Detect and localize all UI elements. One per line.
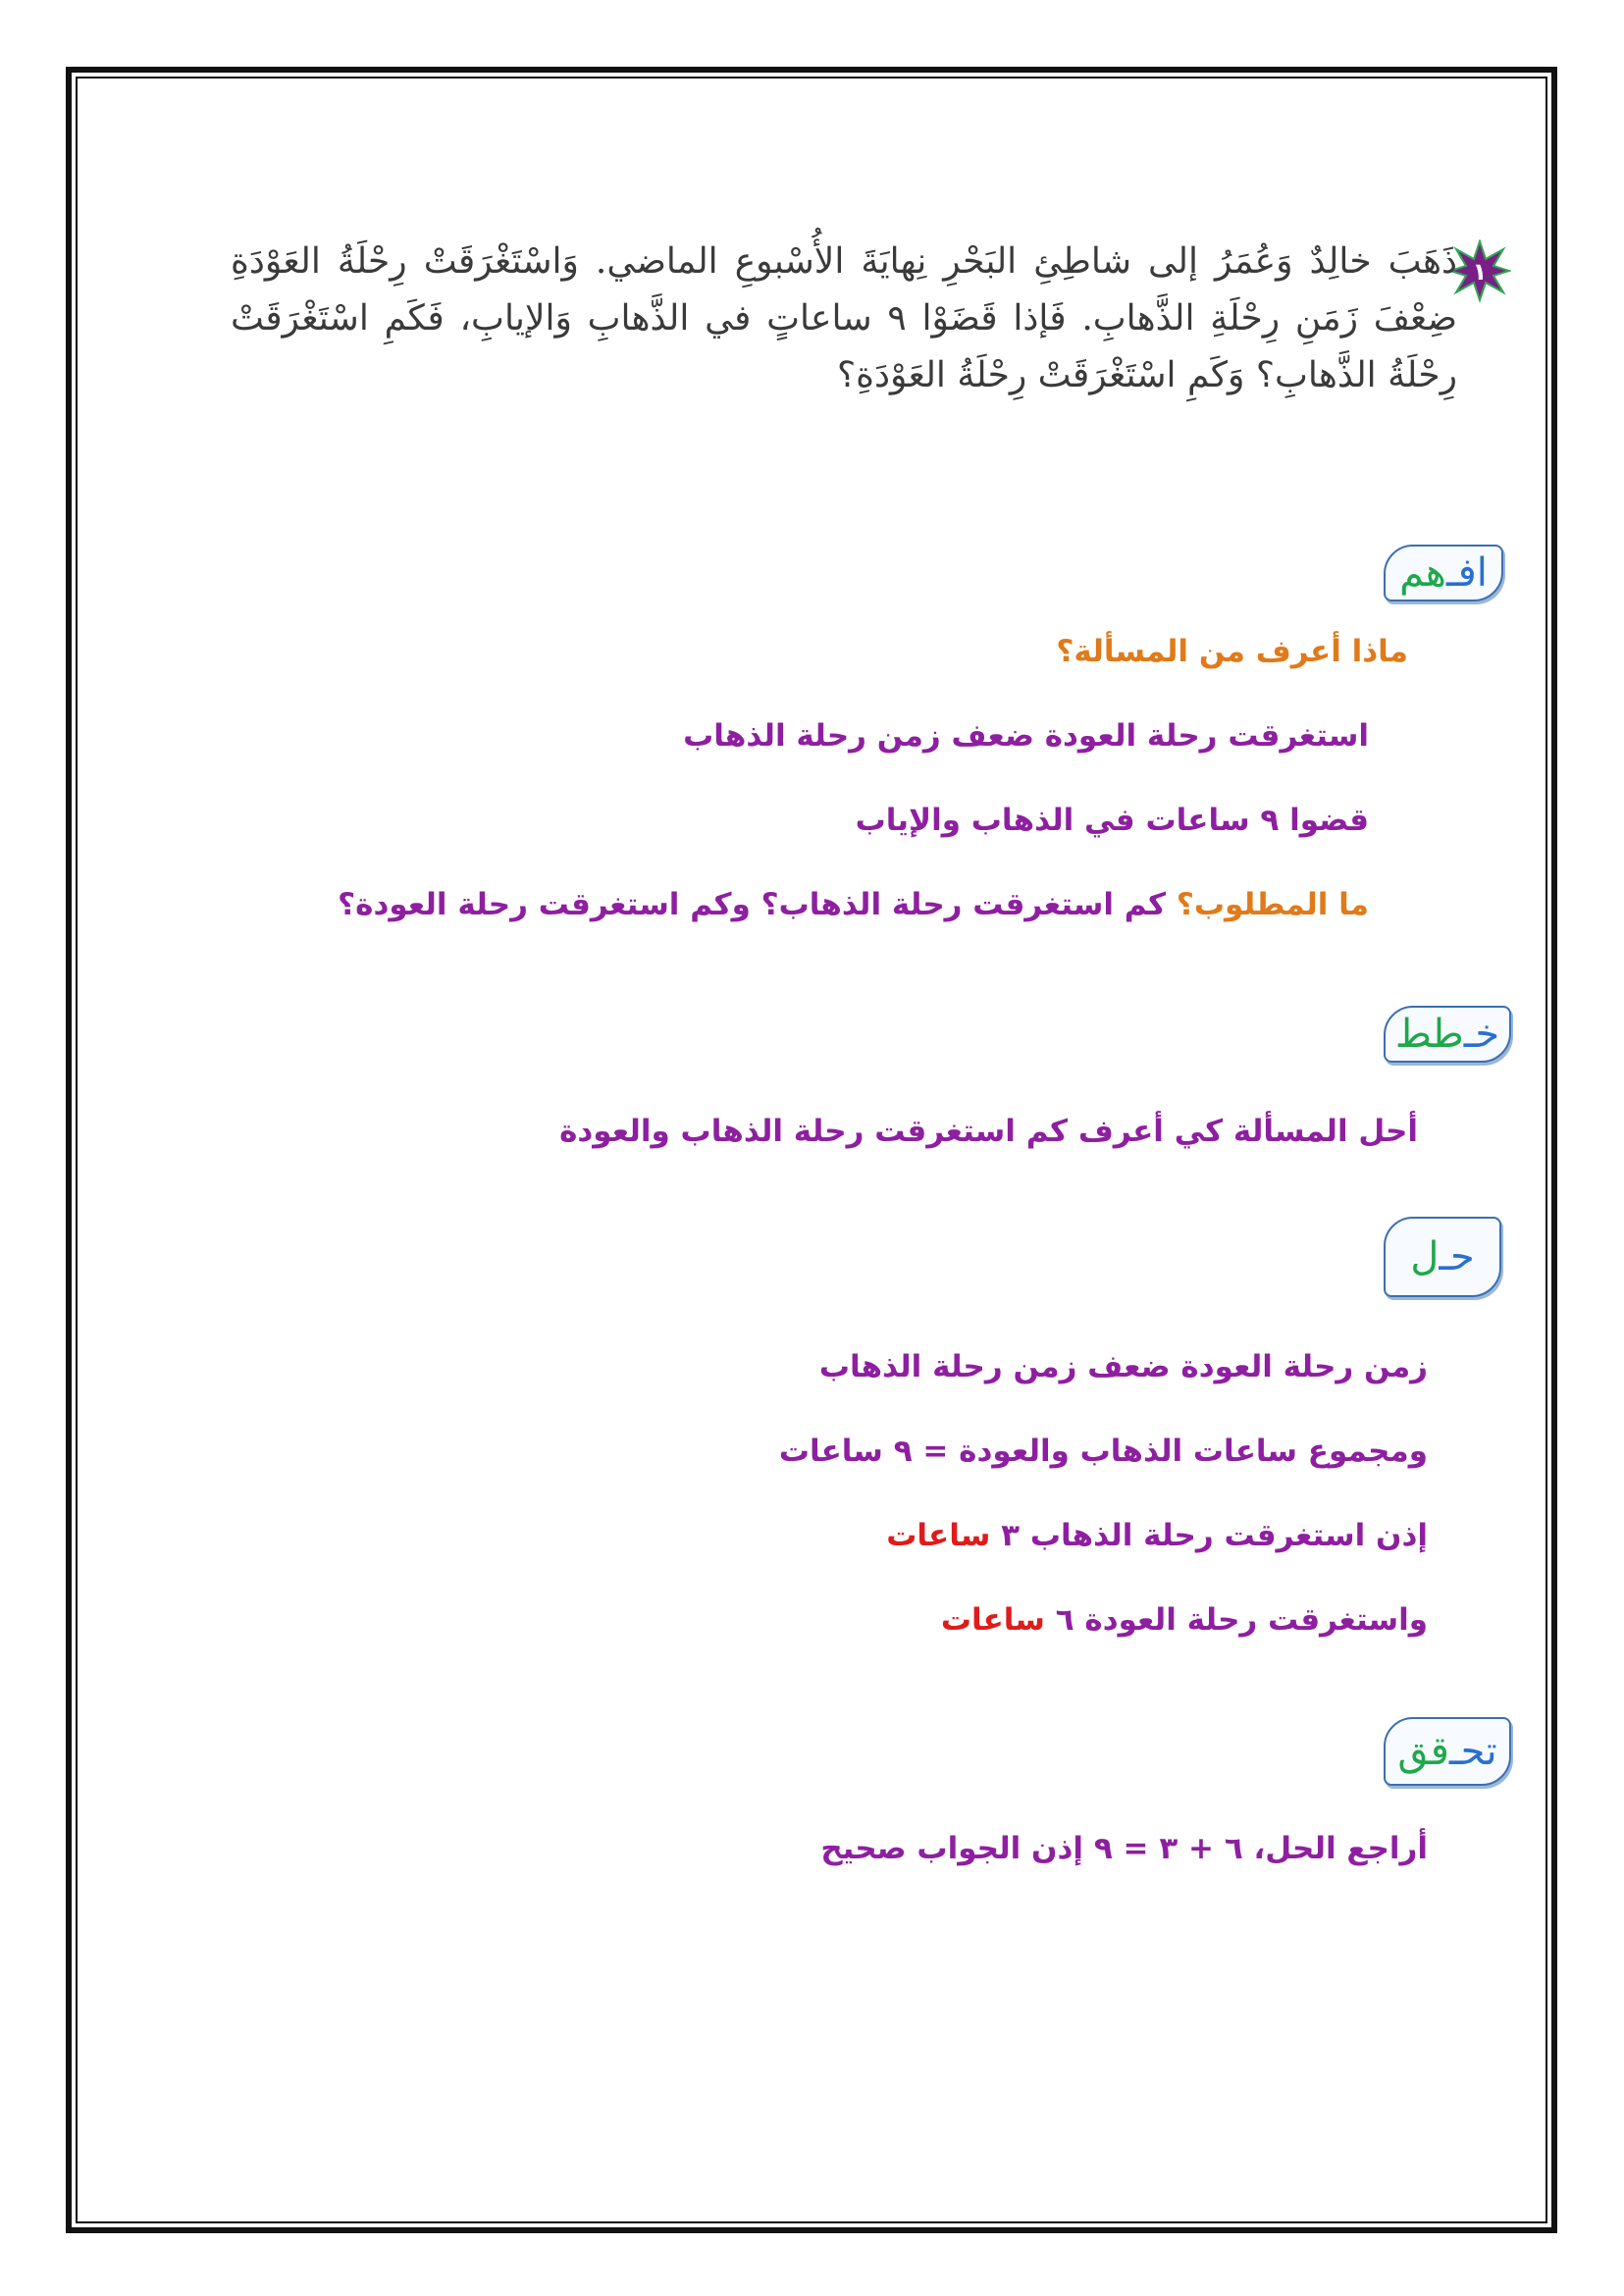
understand-fact-2: قضوا ٩ ساعات في الذهاب والإياب	[855, 803, 1369, 838]
solve-line-3	[886, 1518, 1428, 1553]
tag-solve-part1: حـ	[1439, 1234, 1475, 1279]
solve-line-3-prefix: إذن استغرقت رحلة الذهاب ٣	[1001, 1518, 1428, 1553]
tag-verify-part2: قق	[1397, 1729, 1449, 1774]
required-text: كم استغرقت رحلة الذهاب؟ وكم استغرقت رحلة العودة؟	[338, 887, 1167, 922]
tag-verify-part1: تحـ	[1448, 1729, 1497, 1774]
tag-plan	[1384, 1006, 1511, 1063]
problem-number-star-icon	[1448, 239, 1511, 302]
tag-plan-part1: خـ	[1463, 1012, 1500, 1057]
tag-understand-part2: هم	[1399, 550, 1446, 596]
tag-understand	[1384, 545, 1503, 601]
solve-line-1: زمن رحلة العودة ضعف زمن رحلة الذهاب	[818, 1349, 1428, 1384]
understand-question: ماذا أعرف من المسألة؟	[1056, 634, 1408, 669]
understand-required	[338, 887, 1369, 922]
plan-text: أحل المسألة كي أعرف كم استغرقت رحلة الذهاب والعودة	[559, 1114, 1418, 1149]
solve-line-2: ومجموع ساعات الذهاب والعودة = ٩ ساعات	[778, 1434, 1428, 1469]
tag-plan-part2: طط	[1394, 1012, 1464, 1057]
tag-verify	[1384, 1717, 1511, 1786]
problem-number: ١	[1472, 258, 1488, 286]
required-label: ما المطلوب؟	[1176, 887, 1369, 922]
tag-solve	[1384, 1217, 1501, 1297]
solve-line-4-prefix: واستغرقت رحلة العودة ٦	[1055, 1602, 1428, 1638]
solve-line-4	[941, 1602, 1428, 1638]
solve-line-3-suffix: ساعات	[886, 1518, 991, 1553]
understand-fact-1: استغرقت رحلة العودة ضعف زمن رحلة الذهاب	[683, 718, 1369, 754]
tag-solve-part2: ل	[1410, 1234, 1440, 1279]
tag-understand-part1: افـ	[1445, 550, 1488, 596]
verify-text: أراجع الحل، ٦ + ٣ = ٩ إذن الجواب صحيح	[820, 1831, 1428, 1866]
problem-text: ذَهَبَ خالِدٌ وَعُمَرُ إلى شاطِئِ البَحْرِ نِهايَةَ الأُسْبوعِ الماضي. وَاسْتَغْرَقَتْ رِحْلَةُ العَوْدَةِ ضِعْفَ زَمَنِ رِحْلَةِ الذَّهابِ. فَإذا قَضَوْا ٩ ساعاتٍ في الذَّهابِ وَالإيابِ، فَكَمِ اسْتَغْرَقَتْ رِحْلَةُ الذَّهابِ؟ وَكَمِ اسْتَغْرَقَتْ رِحْلَةُ العَوْدَةِ؟	[231, 241, 1457, 395]
solve-line-4-suffix: ساعات	[940, 1602, 1045, 1638]
